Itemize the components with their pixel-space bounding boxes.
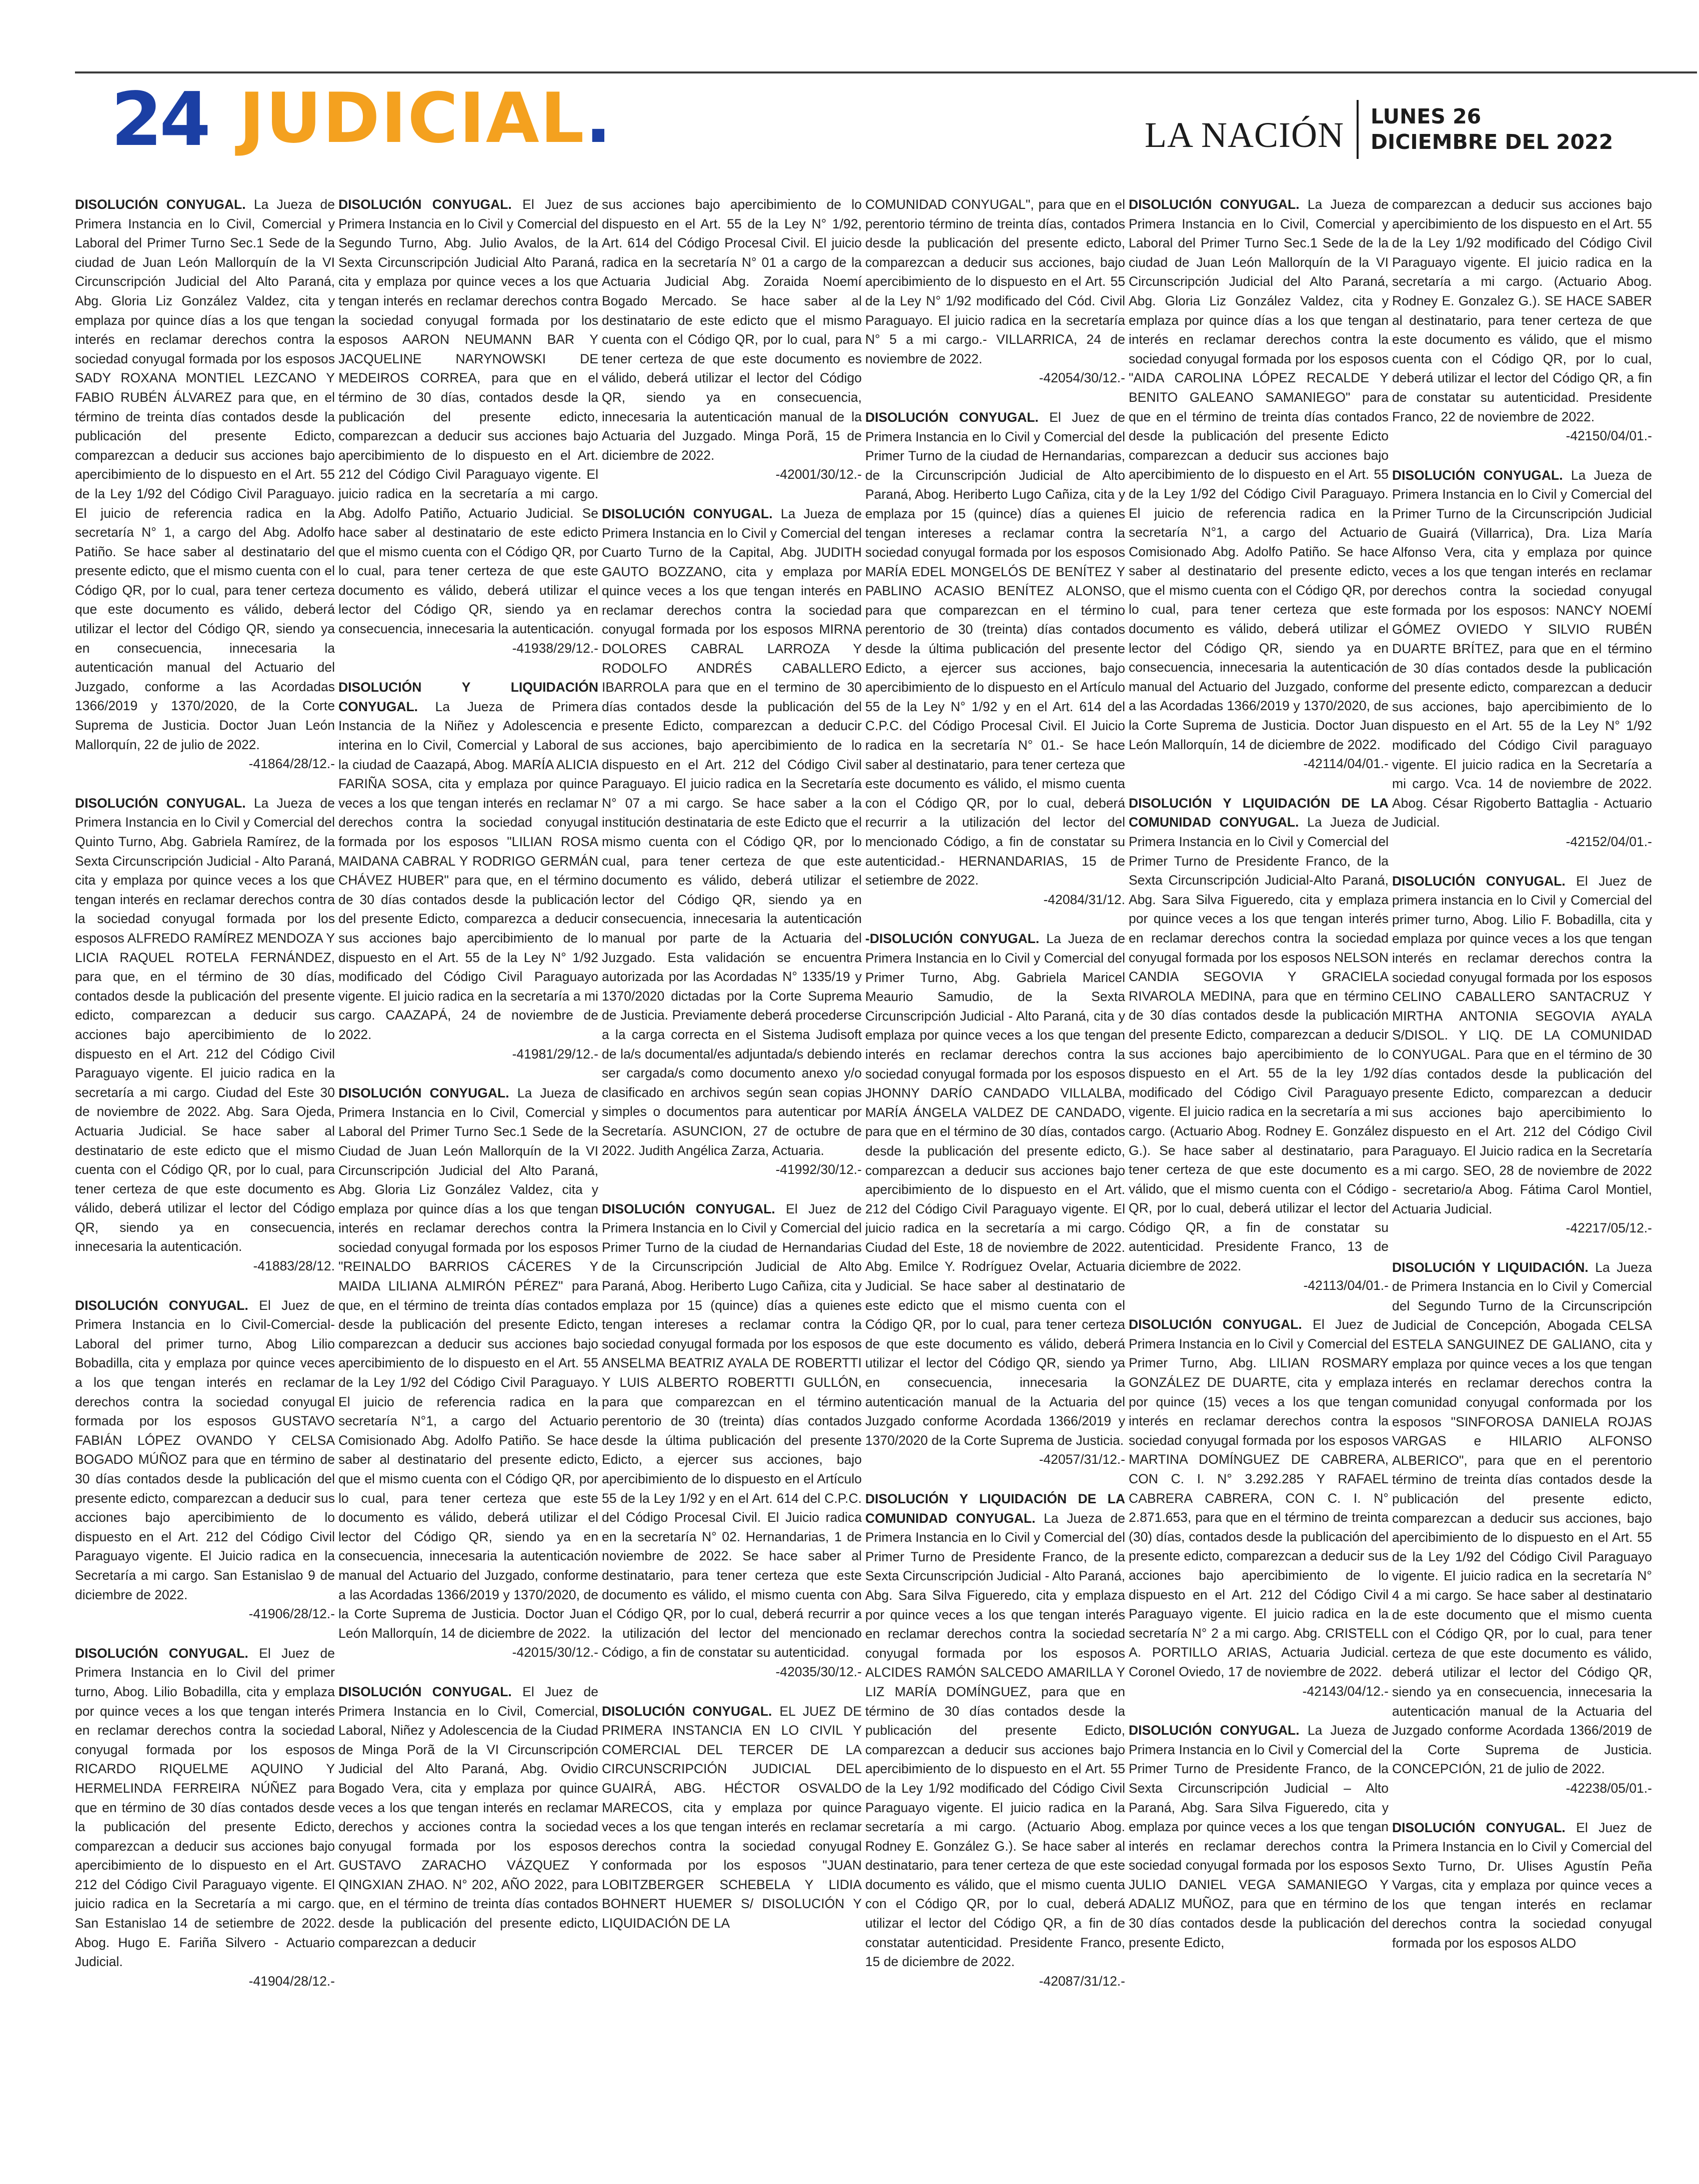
- notice-body: La Jueza de Primera Instancia en lo Civil, Comercial y Laboral del Primer Turno Sec.1 Sede de la ciudad de Juan León Mallorquín de la VI Circunscripción Judicial del Alto Paraná, Abg. Gloria Liz González Valdez, cita y emplaza por quince días a los que tengan interés en reclamar derechos contra la sociedad conyugal formada por los esposos "AIDA CAROLINA LÓPEZ RECALDE Y BENITO GALEANO SAMANIEGO" para que en el término de treinta días contados desde la publicación del presente Edicto comparezcan a deducir sus acciones bajo apercibimiento de lo dispuesto en el Art. 55 de la Ley 1/92 del Código Civil Paraguayo. El juicio de referencia radica en la secretaría N°1, a cargo del Actuario Comisionado Abg. Adolfo Patiño. Se hace saber al destinatario del presente edicto, que el mismo cuenta con el Código QR, por lo cual, para tener certeza que este documento es válido, deberá utilizar el lector del Código QR, siendo ya en consecuencia, innecesaria la autenticación manual del Actuario del Juzgado, conforme a las Acordadas 1366/2019 y 1370/2020, de la Corte Suprema de Justicia. Doctor Juan León Mallorquín, 14 de diciembre de 2022.: [1129, 197, 1389, 752]
- page-number: 24: [111, 76, 208, 162]
- notice-body: El Juez de Primera Instancia en lo Civil y Comercial del Segundo Turno, Abg. Julio Avalos, de la Sexta Circunscripción Judicial Alto Paraná, cita y emplaza por quince veces a los que tengan interés en reclamar derechos contra la sociedad conyugal formada por los esposos AARON NEUMANN BAR Y JACQUELINE NARYNOWSKI DE MEDEIROS CORREA, para que en el término de 30 días, contados desde la publicación del presente edicto, comparezcan a deducir sus acciones bajo apercibimiento de lo dispuesto en el Art. 212 del Código Civil Paraguayo vigente. El juicio radica en la secretaría a mi cargo. Abg. Adolfo Patiño, Actuario Judicial. Se hace saber al destinatario de este edicto que el mismo cuenta con el Código QR, por lo cual, para tener certeza de que este documento es válido, deberá utilizar el lector del Código QR, siendo ya en consecuencia, innecesaria la autenticación.: [338, 197, 598, 637]
- notice-body: El Juez de Primera Instancia en lo Civil y Comercial del Primer Turno, Abg. LILIAN ROSMARY GONZÁLEZ DE DUARTE, cita y emplaza por quince (15) veces a los que tengan interés en reclamar derechos contra la sociedad conyugal formada por los esposos MARTINA DOMÍNGUEZ DE CABRERA, CON C. I. N° 3.292.285 Y RAFAEL CABRERA CABRERA, CON C. I. N° 2.871.653, para que en el término de treinta (30) días, contados desde la publicación del presente edicto, comparezcan a deducir sus acciones bajo apercibimiento de lo dispuesto en el Art. 212 del Código Civil Paraguayo vigente. El juicio radica en la secretaría N° 2 a mi cargo. Abg. CRISTELL A. PORTILLO ARIAS, Actuaria Judicial. Coronel Oviedo, 17 de noviembre de 2022.: [1129, 1317, 1389, 1679]
- notice-body: sus acciones bajo apercibimiento de lo dispuesto en el Art. 55 de la Ley N° 1/92, Art. 614 del Código Procesal Civil. El juicio radica en la secretaría N° 01 a cargo de la Actuaria Judicial Abg. Zoraida Noemí Bogado Mercado. Se hace saber al destinatario de este edicto que el mismo cuenta con el Código QR, por lo cual, para tener certeza de que este documento es válido, deberá utilizar el lector del Código QR, siendo ya en consecuencia, innecesaria la autenticación manual de la Actuaria del Juzgado. Minga Porã, 15 de diciembre de 2022.: [602, 197, 862, 463]
- notice-heading: DISOLUCIÓN CONYUGAL.: [75, 1297, 248, 1313]
- legal-notice: [338, 195, 598, 658]
- notice-reference: -42238/05/01.-: [1566, 1780, 1652, 1796]
- notice-body: La Jueza de Primera Instancia en lo Civil y Comercial del Primer Turno de Presidente Franco, de la Sexta Circunscripción Judicial-Alto Paraná, Abg. Sara Silva Figueredo, cita y emplaza por quince veces a los que tengan interés en reclamar derechos contra la sociedad conyugal formada por los esposos NELSON CANDIA SEGOVIA Y GRACIELA RIVAROLA MEDINA, para que en término de 30 días contados desde la publicación del presente Edicto, comparezcan a deducir sus acciones bajo apercibimiento de lo dispuesto en el Art. 55 de la ley 1/92 modificado del Código Civil Paraguayo vigente. El juicio radica en la secretaría a mi cargo. (Actuario Abog. Rodney E. González G.). Se hace saber al destinatario, para tener certeza de que este documento es válido, que el mismo cuenta con el Código QR, por lo cual, deberá utilizar el lector del Código QR, a fin de constatar su autenticidad. Presidente Franco, 13 de diciembre de 2022.: [1129, 815, 1389, 1274]
- notice-heading: DISOLUCIÓN Y LIQUIDACIÓN DE LA COMUNIDAD CONYUGAL.: [865, 1491, 1125, 1526]
- legal-notice: [1129, 794, 1389, 1295]
- notice-reference: -42015/30/12.-: [512, 1645, 598, 1660]
- notice-heading: DISOLUCIÓN Y LIQUIDACIÓN DE LA COMUNIDAD CONYUGAL.: [1129, 795, 1389, 830]
- header-divider: [1357, 100, 1359, 159]
- legal-notice: [75, 1296, 335, 1624]
- section-name: JUDICIAL: [239, 78, 585, 158]
- notice-heading: DISOLUCIÓN CONYUGAL.: [338, 197, 512, 212]
- legal-notice: [865, 408, 1125, 909]
- notice-heading: DISOLUCIÓN CONYUGAL.: [1392, 873, 1566, 889]
- legal-notice: [602, 1199, 862, 1682]
- column-3: [602, 195, 862, 2174]
- notice-body: comparezcan a deducir sus acciones bajo apercibimiento de los dispuesto en el Art. 55 de la Ley 1/92 modificado del Código Civil Paraguayo vigente. El juicio radica en la secretaría a mi cargo. (Actuario Abog. Rodney E. Gonzalez G.). SE HACE SABER al destinatario, para tener certeza de que este documento es válido, que el mismo cuenta con el Código QR, por lo cual, deberá utilizar el lector del Código QR, a fin de constatar su autenticidad. Presidente Franco, 22 de noviembre de 2022.: [1392, 197, 1652, 424]
- column-4: [865, 195, 1125, 2174]
- legal-notice: [1129, 1721, 1389, 1952]
- notice-body: El Juez de Primera Instancia en lo Civil y Comercial del Primer Turno de la ciudad de Hernandarias de la Circunscripción Judicial de Alto Paraná, Abog. Heriberto Lugo Cañiza, cita y emplaza por 15 (quince) días a quienes tengan intereses a reclamar contra la sociedad conyugal formada por los esposos ANSELMA BEATRIZ AYALA DE ROBERTTI Y LUIS ALBERTO ROBERTTI GULLÓN, para que comparezcan en el término perentorio de 30 (treinta) días contados desde la última publicación del presente Edicto, a ejercer sus acciones, bajo apercibimiento de lo dispuesto en el Artículo 55 de la Ley 1/92 y en el Art. 614 del C.P.C. del Código Procesal Civil. El Juicio radica en la secretaría N° 02. Hernandarias, 1 de noviembre de 2022. Se hace saber al destinatario, para tener certeza que este documento es válido, el mismo cuenta con el Código QR, por lo cual, deberá recurrir a la utilización del lector del mencionado Código, a fin de constatar su autenticidad.: [602, 1201, 862, 1660]
- column-5: [1129, 195, 1389, 2174]
- legal-notice: [865, 1489, 1125, 1991]
- notice-body: La Jueza de Primera Instancia de la Niñez y Adolescencia e interina en lo Civil, Comercial y Laboral de la ciudad de Caazapá, Abog. MARÍA ALICIA FARIÑA SOSA, cita y emplaza por quince veces a los que tengan interés en reclamar derechos contra la sociedad conyugal formada por los esposos "LILIAN ROSA MAIDANA CABRAL Y RODRIGO GERMÁN CHÁVEZ HUBER" para que, en el término de 30 días contados desde la publicación del presente Edicto, comparezca a deducir sus acciones bajo apercibimiento de lo dispuesto en el Art. 55 de la Ley N° 1/92 modificado del Código Civil Paraguayo vigente. El juicio radica en la secretaría a mi cargo. CAAZAPÁ, 24 de noviembre de 2022.: [338, 699, 598, 1042]
- notice-reference: -41938/29/12.-: [512, 640, 598, 656]
- notice-body: El Juez de Primera Instancia en lo Civil del primer turno, Abog. Lilio Bobadilla, cita y emplaza por quince veces a los que tengan interés en reclamar derechos contra la sociedad conyugal formada por los esposos RICARDO RIQUELME AQUINO Y HERMELINDA FERREIRA NÚÑEZ para que en término de 30 días contados desde la publicación del presente Edicto, comparezcan a deducir sus acciones bajo apercibimiento de lo dispuesto en el Art. 212 del Código Civil Paraguayo vigente. El juicio radica en la Secretaría a mi cargo. San Estanislao 14 de setiembre de 2022. Abog. Hugo E. Fariña Silvero - Actuario Judicial.: [75, 1645, 335, 1970]
- legal-notice: [338, 1682, 598, 1952]
- notice-body: El Juez de primera instancia en lo Civil y Comercial del primer turno, Abog. Lilio F. Bobadilla, cita y emplaza por quince veces a los que tengan interés en reclamar derechos contra la sociedad conyugal formada por los esposos CELINO CABALLERO SANTACRUZ Y MIRTHA ANTONIA SEGOVIA AYALA S/DISOL. Y LIQ. DE LA COMUNIDAD CONYUGAL. Para que en el término de 30 días contados desde la publicación del presente Edicto, comparezcan a deducir sus acciones bajo apercibimiento lo dispuesto en el Art. 212 del Código Civil Paraguayo. El Juicio radica en la Secretaría a mi cargo. SEO, 28 de noviembre de 2022 - secretario/a Abog. Fátima Carol Montiel, Actuaria Judicial.: [1392, 873, 1652, 1216]
- legal-notice: [75, 794, 335, 1276]
- notice-heading: DISOLUCIÓN CONYUGAL.: [1129, 1317, 1302, 1332]
- notice-body: La Jueza de Primera Instancia en lo Civil y Comercial del Cuarto Turno de la Capital, Abg. JUDITH GAUTO BOZZANO, cita y emplaza por quince veces a los que tengan interés en reclamar derechos contra la sociedad conyugal formada por los esposos MIRNA DOLORES CABRAL LARROZA Y RODOLFO ANDRÉS CABALLERO IBARROLA para que en el termino de 30 días contados desde la publicación del presente Edicto, comparezcan a deducir sus acciones, bajo apercibimiento de lo dispuesto en el Art. 212 del Código Civil Paraguayo. El juicio radica en la Secretaría N° 07 a mi cargo. Se hace saber a la institución destinataria de este Edicto que el mismo cuenta con el Código QR, por lo cual, para tener certeza de que este documento es válido, deberá utilizar el lector del Código QR, siendo ya en consecuencia, innecesaria la autenticación manual por parte de la Actuaria del Juzgado. Esta validación se encuentra autorizada por las Acordadas N° 1335/19 y 1370/2020 dictadas por la Corte Suprema de Justicia. Previamente deberá procederse a la carga correcta en el Sistema Judisoft de la/s documental/es adjuntada/s debiendo ser cargada/s como documento anexo y/o clasificado en archivos según sean copias simples o documentos para autenticar por Secretaría. ASUNCION, 27 de octubre de 2022. Judith Angélica Zarza, Actuaria.: [602, 506, 862, 1158]
- notice-reference: -42114/04/01.-: [1303, 756, 1389, 772]
- notice-reference: -41981/29/12.-: [512, 1046, 598, 1062]
- notice-reference: -42054/30/12.-: [1039, 370, 1125, 386]
- notice-reference: -41904/28/12.-: [248, 1973, 335, 1989]
- notice-body: La Jueza de Primera Instancia en lo Civil y Comercial del Quinto Turno, Abg. Gabriela Ramírez, de la Sexta Circunscripción Judicial - Alto Paraná, cita y emplaza por quince veces a los que tengan interés en reclamar derechos contra la sociedad conyugal formada por los esposos ALFREDO RAMÍREZ MENDOZA Y LICIA RAQUEL ROTELA FERNÁNDEZ, para que, en el término de 30 días, contados desde la publicación del presente edicto, comparezcan a deducir sus acciones bajo apercibimiento de lo dispuesto en el Art. 212 del Código Civil Paraguayo vigente. El juicio radica en la secretaría a mi cargo. Ciudad del Este 30 de noviembre de 2022. Abg. Sara Ojeda, Actuaria Judicial. Se hace saber al destinatario de este edicto que el mismo cuenta con el Código QR, por lo cual, para tener certeza de que este documento es válido, deberá utilizar el lector del Código QR, siendo ya en consecuencia, innecesaria la autenticación.: [75, 795, 335, 1254]
- notice-heading: DISOLUCIÓN CONYUGAL.: [1392, 1820, 1566, 1835]
- notice-reference: -42087/31/12.-: [1039, 1973, 1125, 1989]
- notice-heading: DISOLUCIÓN CONYUGAL.: [1392, 467, 1563, 483]
- notice-body: COMUNIDAD CONYUGAL", para que en el perentorio término de treinta días, contados desde la publicación del presente edicto, comparezcan a deducir sus acciones, bajo apercibimiento de lo dispuesto en el Art. 55 de la Ley N° 1/92 modificado del Cód. Civil Paraguayo. El juicio radica en la secretaría N° 5 a mi cargo.- VILLARRICA, 24 de noviembre de 2022.: [865, 197, 1125, 366]
- notice-reference: -41906/28/12.-: [248, 1606, 335, 1622]
- section-title: [239, 78, 613, 158]
- legal-notice: [1392, 195, 1652, 446]
- notice-heading: DISOLUCIÓN CONYUGAL.: [865, 409, 1039, 425]
- notice-heading: DISOLUCIÓN Y LIQUIDACIÓN.: [1392, 1259, 1589, 1275]
- legal-notice: [865, 929, 1125, 1469]
- top-rule: [75, 71, 1697, 73]
- notice-reference: -42084/31/12.: [1043, 892, 1125, 907]
- notice-heading: DISOLUCIÓN CONYUGAL.: [75, 197, 246, 212]
- notice-body: La Jueza de Primera Instancia en lo Civil y Comercial del Primer Turno, Abg. Gabriela Maricel Meaurio Samudio, de la Sexta Circunscripción Judicial - Alto Paraná, cita y emplaza por quince veces a los que tengan interés en reclamar derechos contra la sociedad conyugal formada por los esposos JHONNY DARÍO CANDADO VILLALBA, MARÍA ÁNGELA VALDEZ DE CANDADO, para que en el término de 30 días, contados desde la publicación del presente edicto, comparezcan a deducir sus acciones bajo apercibimiento de lo dispuesto en el Art. 212 del Código Civil Paraguayo vigente. El juicio radica en la secretaría a mi cargo. Ciudad del Este, 18 de noviembre de 2022. Abg. Emilce Y. Rodríguez Ovelar, Actuaria Judicial. Se hace saber al destinatario de este edicto que el mismo cuenta con el Código QR, por lo cual, para tener certeza de que este documento es válido, deberá utilizar el lector del Código QR, siendo ya en consecuencia, innecesaria la autenticación manual de la Actuaria del Juzgado conforme Acordada 1366/2019 y 1370/2020 de la Corte Suprema de Justicia.: [865, 931, 1125, 1448]
- legal-notice: [75, 195, 335, 774]
- notice-body: La Jueza de Primera Instancia en lo Civil, Comercial y Laboral del Primer Turno Sec.1 Sede de la ciudad de Juan León Mallorquín de la VI Circunscripción Judicial del Alto Paraná, Abg. Gloria Liz González Valdez, cita y emplaza por quince días a los que tengan interés en reclamar derechos contra la sociedad conyugal formada por los esposos SADY ROXANA MONTIEL LEZCANO Y FABIO RUBÉN ÁLVAREZ para que, en el término de treinta días contados desde la publicación del presente Edicto, comparezcan a deducir sus acciones bajo apercibimiento de lo dispuesto en el Art. 55 de la Ley 1/92 del Código Civil Paraguayo. El juicio de referencia radica en la secretaría N° 1, a cargo del Abg. Adolfo Patiño. Se hace saber al destinatario del presente edicto, que el mismo cuenta con el Código QR, por lo cual, para tener certeza que este documento es válido, deberá utilizar el lector del Código QR, siendo ya en consecuencia, innecesaria la autenticación manual del Actuario del Juzgado, conforme a las Acordadas 1366/2019 y 1370/2020, de la Corte Suprema de Justicia. Doctor Juan León Mallorquín, 22 de julio de 2022.: [75, 197, 335, 752]
- legal-notice: [602, 195, 862, 484]
- notice-reference: -42057/31/12.-: [1039, 1452, 1125, 1467]
- notice-reference: -41864/28/12.-: [248, 756, 335, 772]
- issue-date-day: LUNES 26: [1371, 104, 1482, 128]
- notice-reference: -42152/04/01.-: [1566, 834, 1652, 849]
- notice-heading: DISOLUCIÓN CONYUGAL.: [338, 1684, 512, 1699]
- notice-reference: -42035/30/12.-: [775, 1664, 862, 1679]
- column-1: [75, 195, 335, 2174]
- notice-heading: DISOLUCIÓN CONYUGAL.: [75, 795, 246, 811]
- section-dot: .: [585, 78, 613, 158]
- legal-notice: [75, 1644, 335, 1991]
- notice-body: El Juez de Primera Instancia en lo Civil, Comercial, Laboral, Niñez y Adolescencia de la Ciudad de Minga Porã de la VI Circunscripción Judicial del Alto Paraná, Abg. Ovidio Bogado Vera, cita y emplaza por quince veces a los que tengan interés en reclamar derechos y acciones contra la sociedad conyugal formada por los esposos GUSTAVO ZARACHO VÁZQUEZ Y QINGXIAN ZHAO. N° 202, AÑO 2022, para que, en el término de treinta días contados desde la publicación del presente edicto, comparezcan a deducir: [338, 1684, 598, 1950]
- notice-body: La Jueza de Primera Instancia en lo Civil y Comercial del Primer Turno de la Circunscripción Judicial de Guairá (Villarrica), Dra. Liza María Alfonso Vera, cita y emplaza por quince veces a los que tengan interés en reclamar derechos contra la sociedad conyugal formada por los esposos: NANCY NOEMÍ GÓMEZ OVIEDO Y SILVIO RUBÉN DUARTE BRÍTEZ, para que en el término de 30 días contados desde la publicación del presente edicto, comparezcan a deducir sus acciones, bajo apercibimiento de lo dispuesto en el Art. 55 de la Ley N° 1/92 modificado del Código Civil paraguayo vigente. El juicio radica en la Secretaría a mi cargo. Vca. 14 de noviembre de 2022. Abog. César Rigoberto Battaglia - Actuario Judicial.: [1392, 467, 1652, 830]
- notice-heading: DISOLUCIÓN CONYUGAL.: [602, 506, 773, 521]
- notice-heading: -DISOLUCIÓN CONYUGAL.: [865, 931, 1040, 947]
- notice-body: La Jueza de Primera Instancia en lo Civil y Comercial del Primer Turno de Presidente Franco, de la Sexta Circunscripción Judicial – Alto Paraná, Abg. Sara Silva Figueredo, cita y emplaza por quince veces a los que tengan interés en reclamar derechos contra la sociedad conyugal formada por los esposos JULIO DANIEL VEGA SAMANIEGO Y ADALIZ MUÑOZ, para que en término de 30 días contados desde la publicación del presente Edicto,: [1129, 1723, 1389, 1950]
- column-2: [338, 195, 598, 2174]
- notice-reference: -42001/30/12.-: [775, 467, 862, 482]
- notice-body: El Juez de Primera Instancia en lo Civil-Comercial-Laboral del primer turno, Abog Lilio Bobadilla, cita y emplaza por quince veces a los que tengan interés en reclamar derechos contra la sociedad conyugal formada por los esposos GUSTAVO FABIÁN LÓPEZ OVANDO Y CELSA BOGADO MÚÑOZ para que en término de 30 días contados desde la publicación del presente edicto, comparezcan a deducir sus acciones bajo apercibimiento de lo dispuesto en el Art. 212 del Código Civil Paraguayo vigente. El Juicio radica en la Secretaría a mi cargo. San Estanislao 9 de diciembre de 2022.: [75, 1297, 335, 1602]
- legal-notice: [1392, 872, 1652, 1238]
- issue-date: [1371, 104, 1613, 155]
- notice-body: La Jueza de Primera Instancia en lo Civil y Comercial del Primer Turno de Presidente Franco, de la Sexta Circunscripción Judicial - Alto Paraná, Abg. Sara Silva Figueredo, cita y emplaza por quince veces a los que tengan interés en reclamar derechos contra la sociedad conyugal formada por los esposos ALCIDES RAMÓN SALCEDO AMARILLA Y LIZ MARÍA DOMÍNGUEZ, para que en término de 30 días contados desde la publicación del presente Edicto, comparezcan a deducir sus acciones bajo apercibimiento de lo dispuesto en el Art. 55 de la Ley 1/92 modificado del Código Civil Paraguayo vigente. El juicio radica en la secretaría a mi cargo. (Actuario Abog. Rodney E. González G.). Se hace saber al destinatario, para tener certeza de que este documento es válido, que el mismo cuenta con el Código QR, por lo cual, deberá utilizar el lector del Código QR, a fin de constatar autenticidad. Presidente Franco, 15 de diciembre de 2022.: [865, 1510, 1125, 1970]
- legal-notice: [602, 1702, 862, 1933]
- notice-body: EL JUEZ DE PRIMERA INSTANCIA EN LO CIVIL Y COMERCIAL DEL TERCER DE LA CIRCUNSCRIPCIÓN JUDICIAL DEL GUAIRÁ, ABG. HÉCTOR OSVALDO MARECOS, cita y emplaza por quince veces a los que tengan interés en reclamar derechos contra la sociedad conyugal conformada por los esposos "JUAN LOBITZBERGER SCHEBELA Y LIDIA BOHNERT HUEMER S/ DISOLUCIÓN Y LIQUIDACIÓN DE LA: [602, 1703, 862, 1931]
- legal-notice: [1392, 466, 1652, 852]
- notice-reference: -42217/05/12.-: [1566, 1220, 1652, 1236]
- notice-heading: DISOLUCIÓN CONYUGAL.: [602, 1703, 772, 1719]
- notice-heading: DISOLUCIÓN CONYUGAL.: [338, 1086, 509, 1101]
- notice-body: La Jueza de Primera Instancia en lo Civil y Comercial del Segundo Turno de la Circunscripción Judicial de Concepción, Abogada CELSA ESTELA SANGUINEZ DE GALIANO, cita y emplaza por quince veces a los que tengan interés en reclamar derechos contra la comunidad conyugal conformada por los esposos "SINFOROSA DANIELA ROJAS VARGAS e HILARIO ALFONSO ALBERICO", para que en el perentorio término de treinta días contados desde la publicación del presente edicto, comparezcan a deducir sus acciones, bajo apercibimiento de lo dispuesto en el Art. 55 de la Ley 1/92 del Código Civil Paraguayo vigente. El juicio radica en la secretaría N° 4 a mi cargo. Se hace saber al destinatario de este documento que el mismo cuenta con el Código QR, por lo cual, para tener certeza de que este documento es válido, deberá utilizar el lector del Código QR, siendo ya en consecuencia, innecesaria la autenticación manual de la Actuaria del Juzgado conforme Acordada 1366/2019 de la Corte Suprema de Justicia. CONCEPCIÓN, 21 de julio de 2022.: [1392, 1259, 1652, 1777]
- notice-heading: DISOLUCIÓN CONYUGAL.: [75, 1645, 248, 1661]
- legal-notice: [1392, 1258, 1652, 1798]
- legal-notice: [1129, 1315, 1389, 1701]
- notice-reference: -42143/04/12.-: [1302, 1683, 1389, 1699]
- notice-heading: DISOLUCIÓN Y LIQUIDACIÓN CONYUGAL.: [338, 680, 598, 714]
- notice-reference: -42150/04/01.-: [1566, 428, 1652, 444]
- legal-notice: [602, 504, 862, 1179]
- notice-heading: DISOLUCIÓN CONYUGAL.: [1129, 197, 1300, 212]
- newspaper-logo: LA NACIÓN: [1145, 115, 1344, 155]
- legal-notice: [338, 1084, 598, 1662]
- legal-notice: [1392, 1818, 1652, 1953]
- notice-reference: -42113/04/01.-: [1303, 1277, 1389, 1293]
- notice-heading: DISOLUCIÓN CONYUGAL.: [602, 1201, 775, 1216]
- legal-notice: [865, 195, 1125, 388]
- notice-body: El Juez de Primera Instancia en lo Civil y Comercial del Sexto Turno, Dr. Ulises Agustín Peña Vargas, cita y emplaza por quince veces a los que tengan interés en reclamar derechos contra la sociedad conyugal formada por los esposos ALDO: [1392, 1820, 1652, 1951]
- legal-notice: [338, 678, 598, 1064]
- notice-heading: DISOLUCIÓN CONYUGAL.: [1129, 1723, 1300, 1738]
- column-6: [1392, 195, 1652, 2174]
- issue-date-month-year: DICIEMBRE DEL 2022: [1371, 130, 1614, 154]
- legal-notice: [1129, 195, 1389, 774]
- notice-body: El Juez de Primera Instancia en lo Civil y Comercial del Primer Turno de la ciudad de Hernandarias, de la Circunscripción Judicial de Alto Paraná, Abog. Heriberto Lugo Cañiza, cita y emplaza por 15 (quince) días a quienes tengan intereses a reclamar contra la sociedad conyugal formada por los esposos MARÍA EDEL MONGELÓS DE BENÍTEZ Y PABLINO ACASIO BENÍTEZ ALONSO, para que comparezcan en el término perentorio de 30 (treinta) días contados desde la última publicación del presente Edicto, a ejercer sus acciones, bajo apercibimiento de lo dispuesto en el Artículo 55 de la Ley N° 1/92 y en el Art. 614 del C.P.C. del Código Procesal Civil. El Juicio radica en la secretaría N° 01.- Se hace saber al destinatario, para tener certeza que este documento es válido, el mismo cuenta con el Código QR, por lo cual, deberá recurrir a la utilización del lector del mencionado Código, a fin de constatar su autenticidad.- HERNANDARIAS, 15 de setiembre de 2022.: [865, 409, 1125, 888]
- notice-reference: -41992/30/12.-: [775, 1162, 862, 1177]
- notice-body: La Jueza de Primera Instancia en lo Civil, Comercial y Laboral del Primer Turno Sec.1 Sede de la Ciudad de Juan León Mallorquín de la VI Circunscripción Judicial del Alto Paraná, Abg. Gloria Liz González Valdez, cita y emplaza por quince días a los que tengan interés en reclamar derechos contra la sociedad conyugal formada por los esposos "REINALDO BARRIOS CÁCERES Y MAIDA LILIANA ALMIRÓN PÉREZ" para que, en el término de treinta días contados desde la publicación del presente Edicto, comparezcan a deducir sus acciones bajo apercibimiento de lo dispuesto en el Art. 55 de la Ley 1/92 del Código Civil Paraguayo. El juicio de referencia radica en la secretaría N°1, a cargo del Actuario Comisionado Abg. Adolfo Patiño. Se hace saber al destinatario del presente edicto, que el mismo cuenta con el Código QR, por lo cual, para tener certeza que este documento es válido, deberá utilizar el lector del Código QR, siendo ya en consecuencia, innecesaria la autenticación manual del Actuario del Juzgado, conforme a las Acordadas 1366/2019 y 1370/2020, de la Corte Suprema de Justicia. Doctor Juan León Mallorquín, 14 de diciembre de 2022.: [338, 1086, 598, 1641]
- notice-reference: -41883/28/12.: [253, 1258, 335, 1274]
